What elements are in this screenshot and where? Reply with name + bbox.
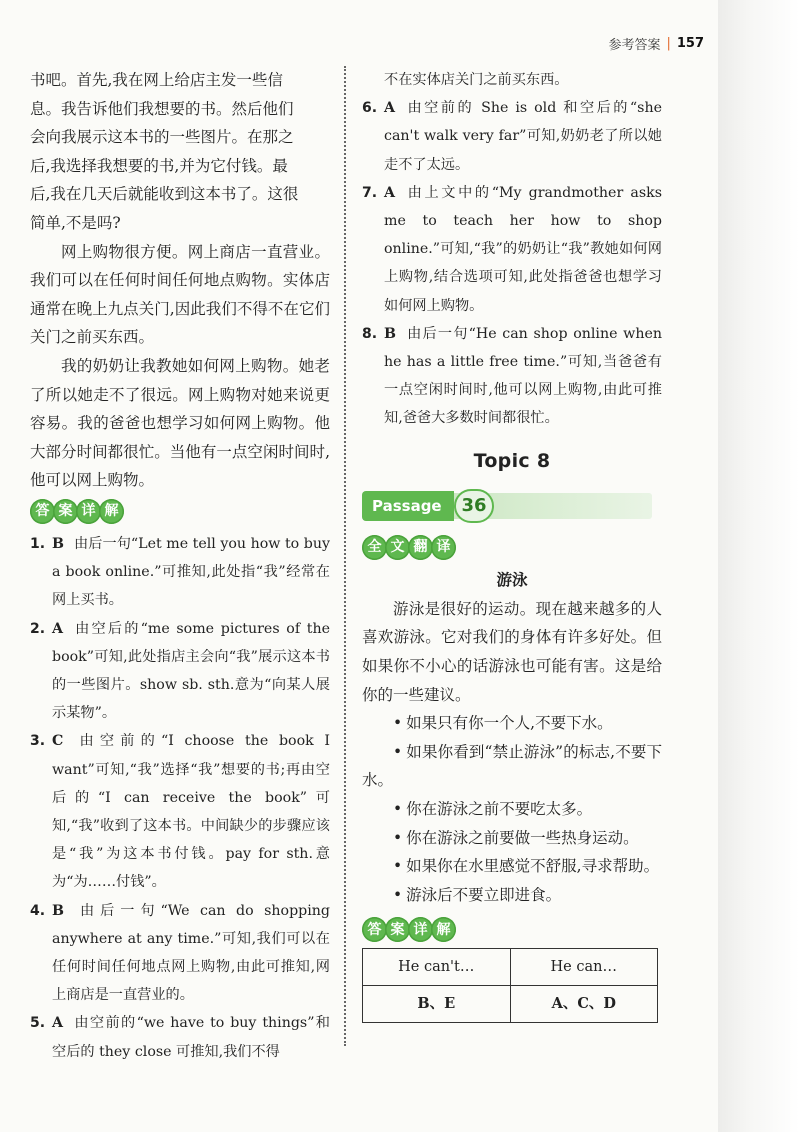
page-number: 157	[676, 36, 704, 51]
answer-item-5	[30, 1009, 330, 1065]
tip-item	[362, 852, 662, 881]
badge-char: 解	[431, 917, 456, 942]
answer-explanation: 由空后的“me some pictures of the book”可知,此处指店主会向“我”展示这本书的一些图片。show sb. sth.意为“向某人展示某物”。	[52, 620, 330, 722]
answer-explanation: 由空前的“we have to buy things”和空后的 they close 可推知,我们不得	[52, 1015, 330, 1060]
text-line: 书吧。首先,我在网上给店主发一些信	[30, 71, 283, 89]
answer-number: 3.	[30, 733, 46, 750]
bullet-icon: •	[393, 857, 403, 876]
answer-number: 2.	[30, 620, 46, 637]
answer-item-8	[362, 320, 662, 433]
tip-text: 游泳后不要立即进食。	[406, 885, 562, 904]
answer-letter: B	[52, 535, 64, 552]
passage-banner	[362, 489, 662, 523]
header-separator: |	[666, 36, 671, 51]
page-edge-shadow	[718, 0, 800, 1132]
text-line: 后,我在几天后就能收到这本书了。这很	[30, 185, 299, 204]
bullet-icon: •	[393, 828, 403, 847]
answer-letter: A	[384, 100, 396, 117]
bullet-icon: •	[393, 885, 403, 904]
table-header-cell: He can…	[510, 949, 658, 986]
answer-explanation: 由空前的“I choose the book I want”可知,“我”选择“我”想要的书;再由空后的“I can receive the book”可知,“我”收到了这本书。中间缺少的步骤应该是“我”为这本书付钱。pay for sth.意为“为……付钱”。	[52, 733, 330, 891]
answer-number: 1.	[30, 535, 46, 552]
text-line: 息。我告诉他们我想要的书。然后他们	[30, 99, 294, 118]
badge-char: 答	[30, 499, 55, 524]
tip-text: 如果你看到“禁止游泳”的标志,不要下水。	[362, 742, 662, 790]
badge-char: 翻	[408, 535, 433, 560]
answer-table	[362, 948, 658, 1023]
answer-letter: C	[52, 733, 64, 750]
swim-intro: 游泳是很好的运动。现在越来越多的人喜欢游泳。它对我们的身体有许多好处。但如果你不小心的话游泳也可能有害。这是给你的一些建议。	[362, 599, 662, 704]
left-column	[30, 66, 330, 1066]
badge-char: 答	[362, 917, 387, 942]
tip-item	[362, 709, 662, 738]
tip-item	[362, 738, 662, 795]
full-translation-badge	[362, 535, 662, 560]
tip-item	[362, 824, 662, 853]
text-line: 会向我展示这本书的一些图片。在那之	[30, 128, 294, 147]
answer-explanation: 不在实体店关门之前买东西。	[384, 72, 569, 88]
tip-item	[362, 881, 662, 910]
badge-char: 案	[385, 917, 410, 942]
badge-char: 解	[99, 499, 124, 524]
bullet-icon: •	[393, 714, 403, 733]
translation-paragraph-3: 我的奶奶让我教她如何网上购物。她老了所以她走不了很远。网上购物对她来说更容易。我的爸爸也想学习如何网上购物。他大部分时间都很忙。当他有一点空闲时间时,他可以网上购物。	[30, 356, 330, 490]
answer-letter: A	[52, 620, 64, 637]
topic-heading: Topic 8	[473, 449, 551, 472]
answer-item-7	[362, 179, 662, 320]
answer-explanation: 由上文中的“My grandmother asks me to teach her how to shop online.”可知,“我”的奶奶让“我”教她如何网上购物,结合选项可知,此处指爸爸也想学习如何网上购物。	[384, 184, 662, 314]
page-header	[608, 34, 704, 53]
table-row	[363, 986, 658, 1023]
answers-explanation-badge	[30, 499, 330, 524]
answer-item-3	[30, 727, 330, 896]
table-cell: A、C、D	[510, 986, 658, 1023]
answer-number: 6.	[362, 100, 378, 117]
translation-paragraph-1	[30, 66, 330, 238]
table-cell: B、E	[363, 986, 511, 1023]
text-line: 后,我选择我想要的书,并为它付钱。最	[30, 156, 288, 175]
answer-explanation: 由后一句“He can shop online when he has a little free time.”可知,当爸爸有一点空闲时间时,他可以网上购物,由此可推知,爸爸大多数时间都很忙。	[384, 325, 662, 427]
answer-number: 4.	[30, 902, 46, 919]
answer-number: 5.	[30, 1015, 46, 1032]
tip-text: 如果只有你一个人,不要下水。	[406, 714, 613, 733]
tip-text: 你在游泳之前不要吃太多。	[406, 799, 593, 818]
answer-letter: B	[52, 902, 64, 919]
answer-number: 8.	[362, 325, 378, 342]
bullet-icon: •	[393, 742, 403, 761]
answers-explanation-badge	[362, 917, 662, 942]
answer-letter: A	[52, 1015, 64, 1032]
answer-letter: A	[384, 184, 396, 201]
bullet-icon: •	[393, 799, 403, 818]
passage-title: 游泳	[496, 570, 528, 590]
tip-item	[362, 795, 662, 824]
badge-char: 文	[385, 535, 410, 560]
column-divider	[344, 66, 346, 1046]
section-title: 参考答案	[608, 38, 661, 53]
table-header-cell: He can't…	[363, 949, 511, 986]
passage-label: Passage	[362, 491, 454, 521]
answer-item-6	[362, 94, 662, 179]
badge-char: 详	[408, 917, 433, 942]
text-line: 简单,不是吗?	[30, 213, 121, 232]
answer-item-1	[30, 530, 330, 615]
answer-item-2	[30, 615, 330, 728]
tip-text: 你在游泳之前要做一些热身运动。	[406, 828, 639, 847]
badge-char: 全	[362, 535, 387, 560]
answer-explanation: 由后一句“We can do shopping anywhere at any time.”可知,我们可以在任何时间任何地点网上购物,由此可推知,网上商店是一直营业的。	[52, 902, 330, 1004]
right-column	[362, 66, 662, 1023]
passage-number: 36	[454, 489, 494, 523]
answer-item-4	[30, 897, 330, 1010]
translation-paragraph-2: 网上购物很方便。网上商店一直营业。我们可以在任何时间任何地点购物。实体店通常在晚上九点关门,因此我们不得不在它们关门之前买东西。	[30, 242, 330, 347]
badge-char: 译	[431, 535, 456, 560]
badge-char: 案	[53, 499, 78, 524]
answer-number: 7.	[362, 184, 378, 201]
answer-explanation: 由空前的 She is old 和空后的“she can't walk very far”可知,奶奶老了所以她走不了太远。	[384, 100, 662, 173]
table-header-row	[363, 949, 658, 986]
tip-text: 如果你在水里感觉不舒服,寻求帮助。	[406, 857, 660, 876]
badge-char: 详	[76, 499, 101, 524]
answer-explanation: 由后一句“Let me tell you how to buy a book online.”可推知,此处指“我”经常在网上买书。	[52, 535, 330, 609]
answer-5-continuation	[362, 66, 662, 94]
answer-letter: B	[384, 325, 396, 342]
